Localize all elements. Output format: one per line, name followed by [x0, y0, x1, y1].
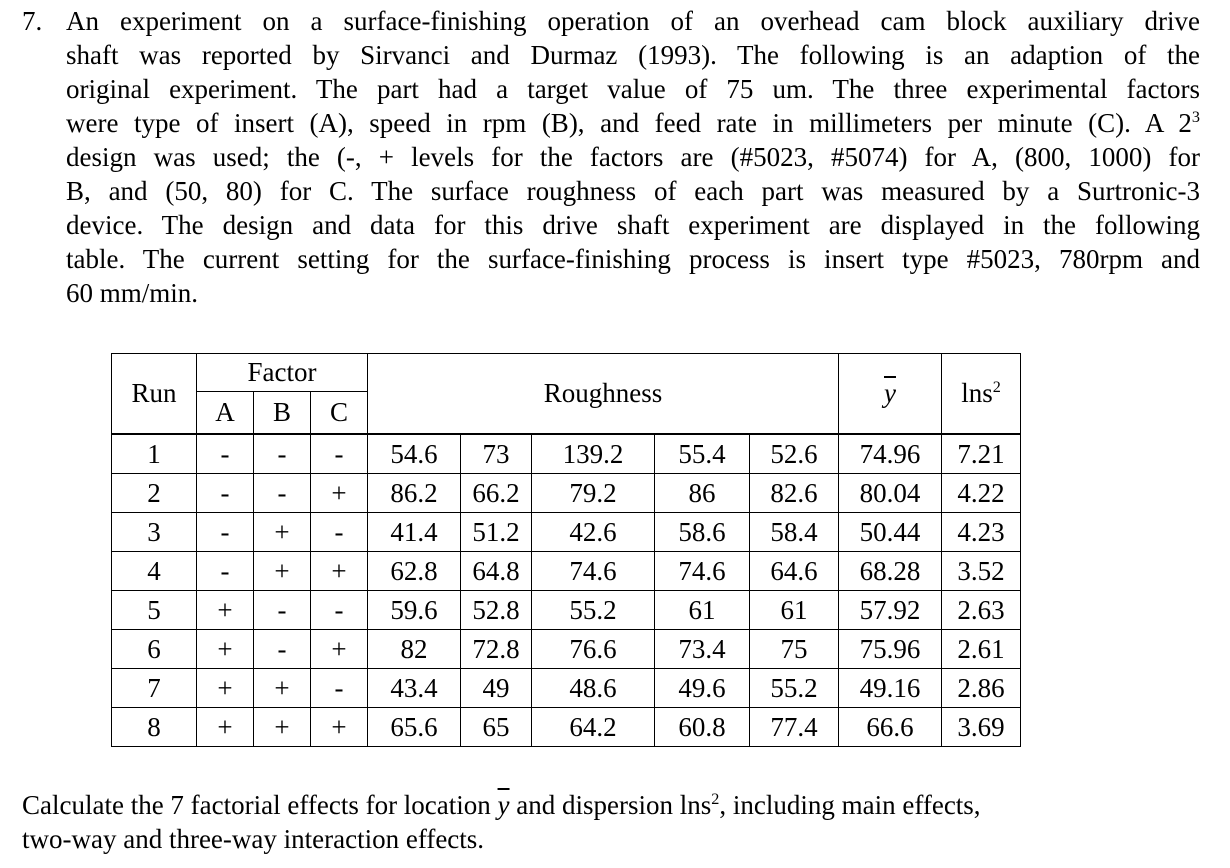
table-row	[112, 591, 1021, 630]
roughness-cell: 76.6	[532, 630, 655, 669]
factor-a-cell: -	[197, 552, 254, 591]
run-cell: 8	[112, 708, 197, 747]
lns2-cell: 2.61	[942, 630, 1021, 669]
roughness-cell: 82	[368, 630, 461, 669]
roughness-cell: 55.4	[655, 434, 750, 474]
roughness-cell: 139.2	[532, 434, 655, 474]
problem-line: An experiment on a surface-finishing operation of an overhead cam block auxiliary drive	[66, 6, 1200, 36]
run-cell: 7	[112, 669, 197, 708]
roughness-cell: 74.6	[532, 552, 655, 591]
question-text-4: two-way and three-way interaction effects.	[22, 824, 485, 854]
problem-statement	[22, 4, 1200, 310]
table-body	[112, 434, 1021, 747]
factor-b-cell: +	[254, 708, 311, 747]
table-row	[112, 552, 1021, 591]
roughness-cell: 60.8	[655, 708, 750, 747]
problem-line: B, and (50, 80) for C. The surface roughness of each part was measured by a Surtronic-3	[66, 176, 1200, 206]
factor-a-cell: -	[197, 434, 254, 474]
roughness-cell: 51.2	[461, 513, 532, 552]
ybar-cell: 49.16	[839, 669, 942, 708]
run-cell: 5	[112, 591, 197, 630]
ybar-cell: 80.04	[839, 474, 942, 513]
roughness-cell: 49	[461, 669, 532, 708]
lns2-cell: 3.52	[942, 552, 1021, 591]
ybar-cell: 75.96	[839, 630, 942, 669]
ybar-symbol: $\overline{y}$	[884, 378, 896, 408]
header-factor-c: C	[311, 392, 368, 435]
run-cell: 2	[112, 474, 197, 513]
roughness-cell: 43.4	[368, 669, 461, 708]
roughness-cell: 52.6	[750, 434, 839, 474]
factor-c-cell: +	[311, 630, 368, 669]
lns-exponent: 2	[992, 378, 1001, 396]
roughness-cell: 65.6	[368, 708, 461, 747]
lns2-cell: 7.21	[942, 434, 1021, 474]
ybar-cell: 74.96	[839, 434, 942, 474]
roughness-cell: 64.8	[461, 552, 532, 591]
roughness-cell: 86.2	[368, 474, 461, 513]
question-ybar: $\overline{y}$	[497, 790, 510, 820]
roughness-cell: 54.6	[368, 434, 461, 474]
ybar-cell: 68.28	[839, 552, 942, 591]
roughness-cell: 42.6	[532, 513, 655, 552]
problem-line: original experiment. The part had a target value of 75 um. The three experimental factors	[66, 74, 1200, 104]
roughness-cell: 65	[461, 708, 532, 747]
question-text-2: and dispersion lns	[516, 790, 712, 820]
design-exponent: 3	[1191, 108, 1200, 126]
roughness-cell: 49.6	[655, 669, 750, 708]
roughness-cell: 82.6	[750, 474, 839, 513]
factor-c-cell: +	[311, 708, 368, 747]
roughness-cell: 64.6	[750, 552, 839, 591]
factor-c-cell: +	[311, 552, 368, 591]
lns-label: lns	[961, 378, 993, 408]
question-exponent: 2	[711, 790, 720, 808]
factor-a-cell: +	[197, 708, 254, 747]
problem-line-text: were type of insert (A), speed in rpm (B), and feed rate in millimeters per minute (C). A 2	[66, 108, 1192, 138]
question-text-3: , including main effects,	[719, 790, 981, 820]
factor-a-cell: -	[197, 474, 254, 513]
roughness-cell: 52.8	[461, 591, 532, 630]
roughness-cell: 75	[750, 630, 839, 669]
problem-line: table. The current setting for the surface-finishing process is insert type #5023, 780rpm and	[66, 244, 1200, 274]
roughness-cell: 77.4	[750, 708, 839, 747]
header-roughness: Roughness	[368, 354, 839, 435]
ybar-cell: 57.92	[839, 591, 942, 630]
problem-line: design was used; the (-, + levels for the factors are (#5023, #5074) for A, (800, 1000) for	[66, 142, 1200, 172]
lns2-cell: 4.23	[942, 513, 1021, 552]
roughness-cell: 55.2	[750, 669, 839, 708]
header-lns2	[942, 354, 1021, 435]
factor-b-cell: -	[254, 591, 311, 630]
problem-line: device. The design and data for this drive shaft experiment are displayed in the following	[66, 210, 1200, 240]
roughness-cell: 58.6	[655, 513, 750, 552]
factor-a-cell: +	[197, 669, 254, 708]
table-row	[112, 630, 1021, 669]
question-text-1: Calculate the 7 factorial effects for location	[22, 790, 491, 820]
data-table	[111, 353, 1021, 747]
roughness-cell: 62.8	[368, 552, 461, 591]
run-cell: 3	[112, 513, 197, 552]
factor-b-cell: -	[254, 630, 311, 669]
table-row	[112, 513, 1021, 552]
factor-b-cell: +	[254, 669, 311, 708]
problem-body	[66, 4, 1200, 310]
table-row	[112, 474, 1021, 513]
header-factor: Factor	[197, 354, 368, 392]
roughness-cell: 66.2	[461, 474, 532, 513]
ybar-cell: 50.44	[839, 513, 942, 552]
roughness-cell: 86	[655, 474, 750, 513]
roughness-cell: 48.6	[532, 669, 655, 708]
roughness-cell: 59.6	[368, 591, 461, 630]
lns2-cell: 2.86	[942, 669, 1021, 708]
roughness-cell: 41.4	[368, 513, 461, 552]
run-cell: 6	[112, 630, 197, 669]
roughness-cell: 73.4	[655, 630, 750, 669]
factor-b-cell: -	[254, 474, 311, 513]
factor-c-cell: +	[311, 474, 368, 513]
table-row	[112, 708, 1021, 747]
factor-a-cell: -	[197, 513, 254, 552]
roughness-cell: 61	[750, 591, 839, 630]
roughness-cell: 79.2	[532, 474, 655, 513]
problem-line	[66, 106, 1200, 140]
header-run: Run	[112, 354, 197, 435]
factor-b-cell: +	[254, 513, 311, 552]
header-factor-b: B	[254, 392, 311, 435]
roughness-cell: 73	[461, 434, 532, 474]
ybar-cell: 66.6	[839, 708, 942, 747]
lns2-cell: 4.22	[942, 474, 1021, 513]
factor-b-cell: -	[254, 434, 311, 474]
roughness-cell: 55.2	[532, 591, 655, 630]
problem-number: 7.	[22, 6, 43, 36]
factor-c-cell: -	[311, 434, 368, 474]
header-ybar	[839, 354, 942, 435]
factor-a-cell: +	[197, 630, 254, 669]
run-cell: 4	[112, 552, 197, 591]
factor-c-cell: -	[311, 513, 368, 552]
roughness-cell: 72.8	[461, 630, 532, 669]
roughness-cell: 58.4	[750, 513, 839, 552]
table-row	[112, 434, 1021, 474]
header-factor-a: A	[197, 392, 254, 435]
table-row	[112, 669, 1021, 708]
roughness-cell: 74.6	[655, 552, 750, 591]
factor-b-cell: +	[254, 552, 311, 591]
factor-c-cell: -	[311, 591, 368, 630]
lns2-cell: 2.63	[942, 591, 1021, 630]
problem-line: 60 mm/min.	[66, 278, 199, 308]
question	[22, 788, 1202, 856]
roughness-cell: 61	[655, 591, 750, 630]
factor-c-cell: -	[311, 669, 368, 708]
lns2-cell: 3.69	[942, 708, 1021, 747]
factor-a-cell: +	[197, 591, 254, 630]
roughness-cell: 64.2	[532, 708, 655, 747]
problem-line: shaft was reported by Sirvanci and Durmaz (1993). The following is an adaption of the	[66, 40, 1200, 70]
run-cell: 1	[112, 434, 197, 474]
